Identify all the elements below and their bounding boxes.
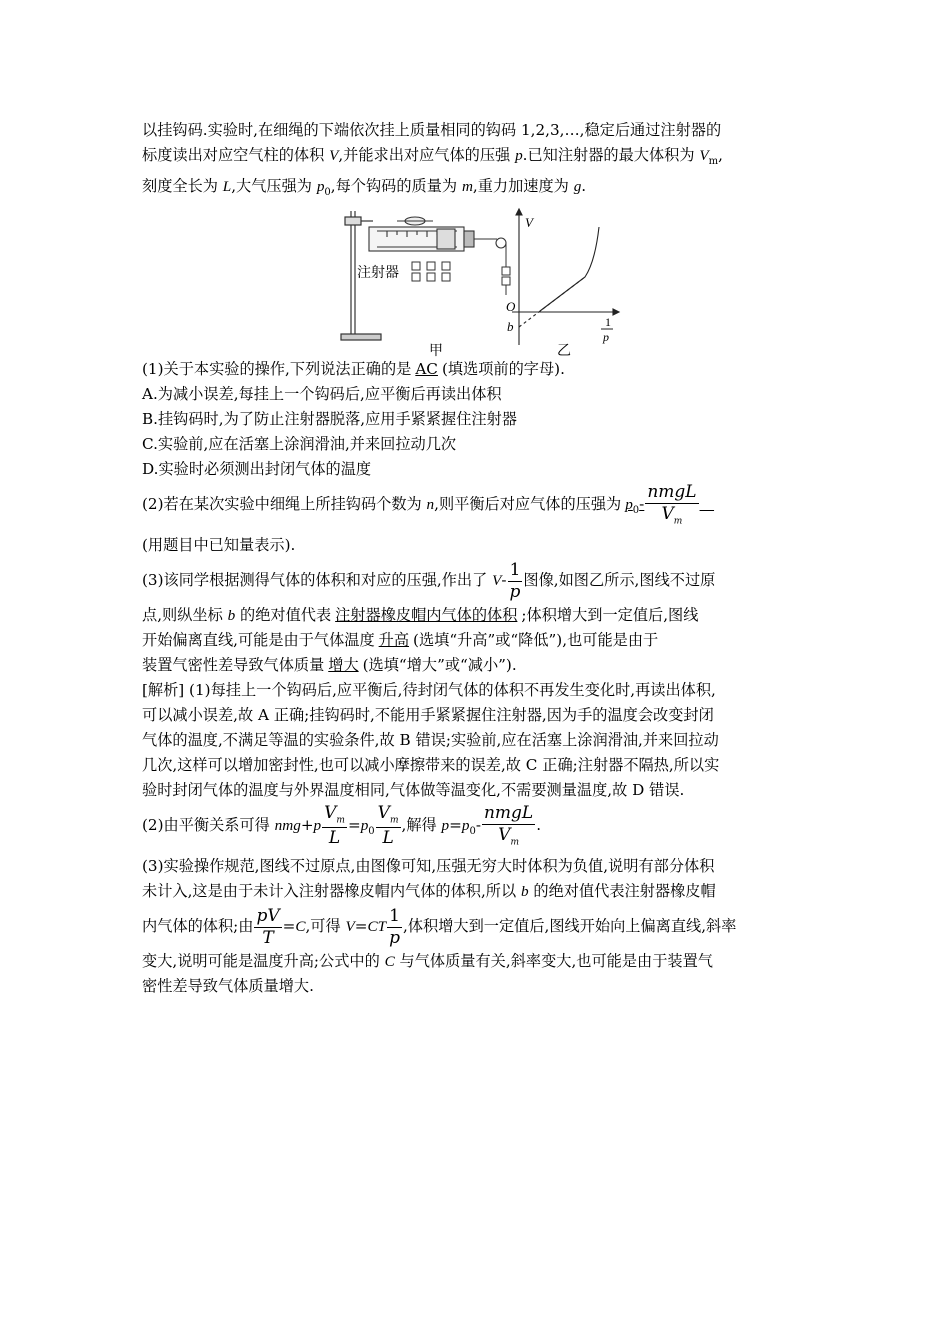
axis-origin-label: O	[506, 299, 516, 315]
intro-line-3: 刻度全长为 L,大气压强为 $p_0$,每个钩码的质量为 m,重力加速度为 g.	[142, 177, 587, 199]
q3-line-1: (3)该同学根据测得气体的体积和对应的压强,作出了 V- $\frac{1}{p}$ 图像,如图乙所示,图线不过原	[142, 559, 716, 602]
analysis-part-3-line-5: 密性差导致气体质量增大.	[142, 977, 314, 996]
q3-answer-2: 升高	[378, 631, 410, 650]
axis-b-label: b	[507, 319, 514, 335]
syringe	[369, 217, 506, 251]
q1-option-c: C.实验前,应在活塞上涂润滑油,并来回拉动几次	[142, 435, 457, 454]
q3-line-2: 点,则纵坐标 b 的绝对值代表 注射器橡皮帽内气体的体积 ;体积增大到一定值后,图线	[142, 606, 699, 625]
analysis-frac-pv-t: $\frac{pV}{T}$	[256, 905, 280, 948]
q1-option-d: D.实验时必须测出封闭气体的温度	[142, 460, 372, 479]
q2-answer: $p_0-$ $\frac{\text{nmgL}}{V_m}$	[625, 481, 697, 527]
analysis-frac-1-p: $\frac{1}{p}$	[389, 905, 400, 948]
analysis-frac-vm-l-2: $\frac{V_m}{L}$	[377, 802, 399, 849]
analysis-part-3-line-3: 内气体的体积;由 $\frac{pV}{T}$ =C,可得 V=CT $\frac{1}{p}$ ,体积增大到一定值后,图线开始向上偏离直线,斜率	[142, 905, 737, 948]
analysis-part-3-line-1: (3)实验操作规范,图线不过原点,由图像可知,压强无穷大时体积为负值,说明有部分体积	[142, 857, 715, 876]
q2-note: (用题目中已知量表示).	[142, 536, 296, 555]
analysis-frac-vm-l-1: $\frac{V_m}{L}$	[324, 802, 345, 849]
syringe-label: 注射器	[357, 265, 399, 282]
analysis-frac-nmgl-vm: $\frac{\text{nmgL}}{V_m}$	[483, 802, 534, 848]
label-jia: 甲	[429, 343, 443, 358]
q2-answer-fraction: $\frac{\text{nmgL}}{V_m}$	[647, 481, 697, 527]
x-axis-arrow	[613, 309, 619, 315]
label-yi: 乙	[557, 343, 571, 358]
analysis-part-3-line-2: 未计入,这是由于未计入注射器橡皮帽内气体的体积,所以 b 的绝对值代表注射器橡皮帽	[142, 882, 716, 901]
experiment-figure	[142, 207, 810, 357]
q1-option-a: A.为减小误差,每挂上一个钩码后,应平衡后再读出体积	[142, 385, 502, 404]
analysis-line-5: 验时封闭气体的温度与外界温度相同,气体做等温变化,不需要测量温度,故 D 错误.	[142, 781, 685, 800]
measured-curve	[540, 227, 599, 311]
intro-line-1: 以挂钩码.实验时,在细绳的下端依次挂上质量相同的钩码 1,2,3,…,稳定后通过注射器的	[142, 121, 722, 139]
q3-answer-3: 增大	[328, 656, 359, 675]
q3-line-4: 装置气密性差导致气体质量 增大 (选填“增大”或“减小”).	[142, 656, 517, 675]
analysis-line-1: [解析] (1)每挂上一个钩码后,应平衡后,待封闭气体的体积不再发生变化时,再读出体积,	[142, 681, 716, 700]
axis-x-num: 1	[605, 315, 611, 330]
analysis-line-4: 几次,这样可以增加密封性,也可以减小摩擦带来的误差,故 C 正确;注射器不隔热,所以实	[142, 756, 720, 775]
q3-inverse-p-fraction: $\frac{1}{p}$	[509, 559, 521, 602]
axis-v-label: V	[525, 215, 533, 231]
analysis-part-3-line-4: 变大,说明可能是温度升高;公式中的 C 与气体质量有关,斜率变大,也可能是由于装置气	[142, 952, 713, 971]
q1-answer: AC	[415, 360, 438, 379]
q1-stem: (1)关于本实验的操作,下列说法正确的是 AC (填选项前的字母).	[142, 360, 565, 379]
analysis-line-2: 可以减小误差,故 A 正确;挂钩码时,不能用手紧紧握住注射器,因为手的温度会改变封闭	[142, 706, 714, 725]
axis-x-den: p	[603, 330, 609, 345]
q3-answer-1: 注射器橡皮帽内气体的体积	[335, 606, 518, 625]
q2-stem: (2)若在某次实验中细绳上所挂钩码个数为 n,则平衡后对应气体的压强为 $p_0-$ $\frac{\text{nmgL}}{V_m}$	[142, 482, 810, 533]
apparatus-and-graph-svg	[337, 207, 627, 357]
intro-line-2: 标度读出对应空气柱的体积 V,并能求出对应气体的压强 p.已知注射器的最大体积为 $V_m$,	[142, 146, 723, 168]
analysis-line-3: 气体的温度,不满足等温的实验条件,故 B 错误;实验前,应在活塞上涂润滑油,并来回拉动	[142, 731, 719, 750]
analysis-part-2: (2)由平衡关系可得 nmg+p $\frac{V_m}{L}$ $=p_0$ $\frac{V_m}{L}$ ,解得 $p=p_0-$ $\frac{\text{nmgL}}{V_m}$ .	[142, 802, 542, 849]
document-page	[142, 118, 810, 999]
y-axis-arrow	[516, 209, 522, 215]
q1-option-b: B.挂钩码时,为了防止注射器脱落,应用手紧紧握住注射器	[142, 410, 517, 429]
q3-line-3: 开始偏离直线,可能是由于气体温度 升高 (选填“升高”或“降低”),也可能是由于	[142, 631, 659, 650]
